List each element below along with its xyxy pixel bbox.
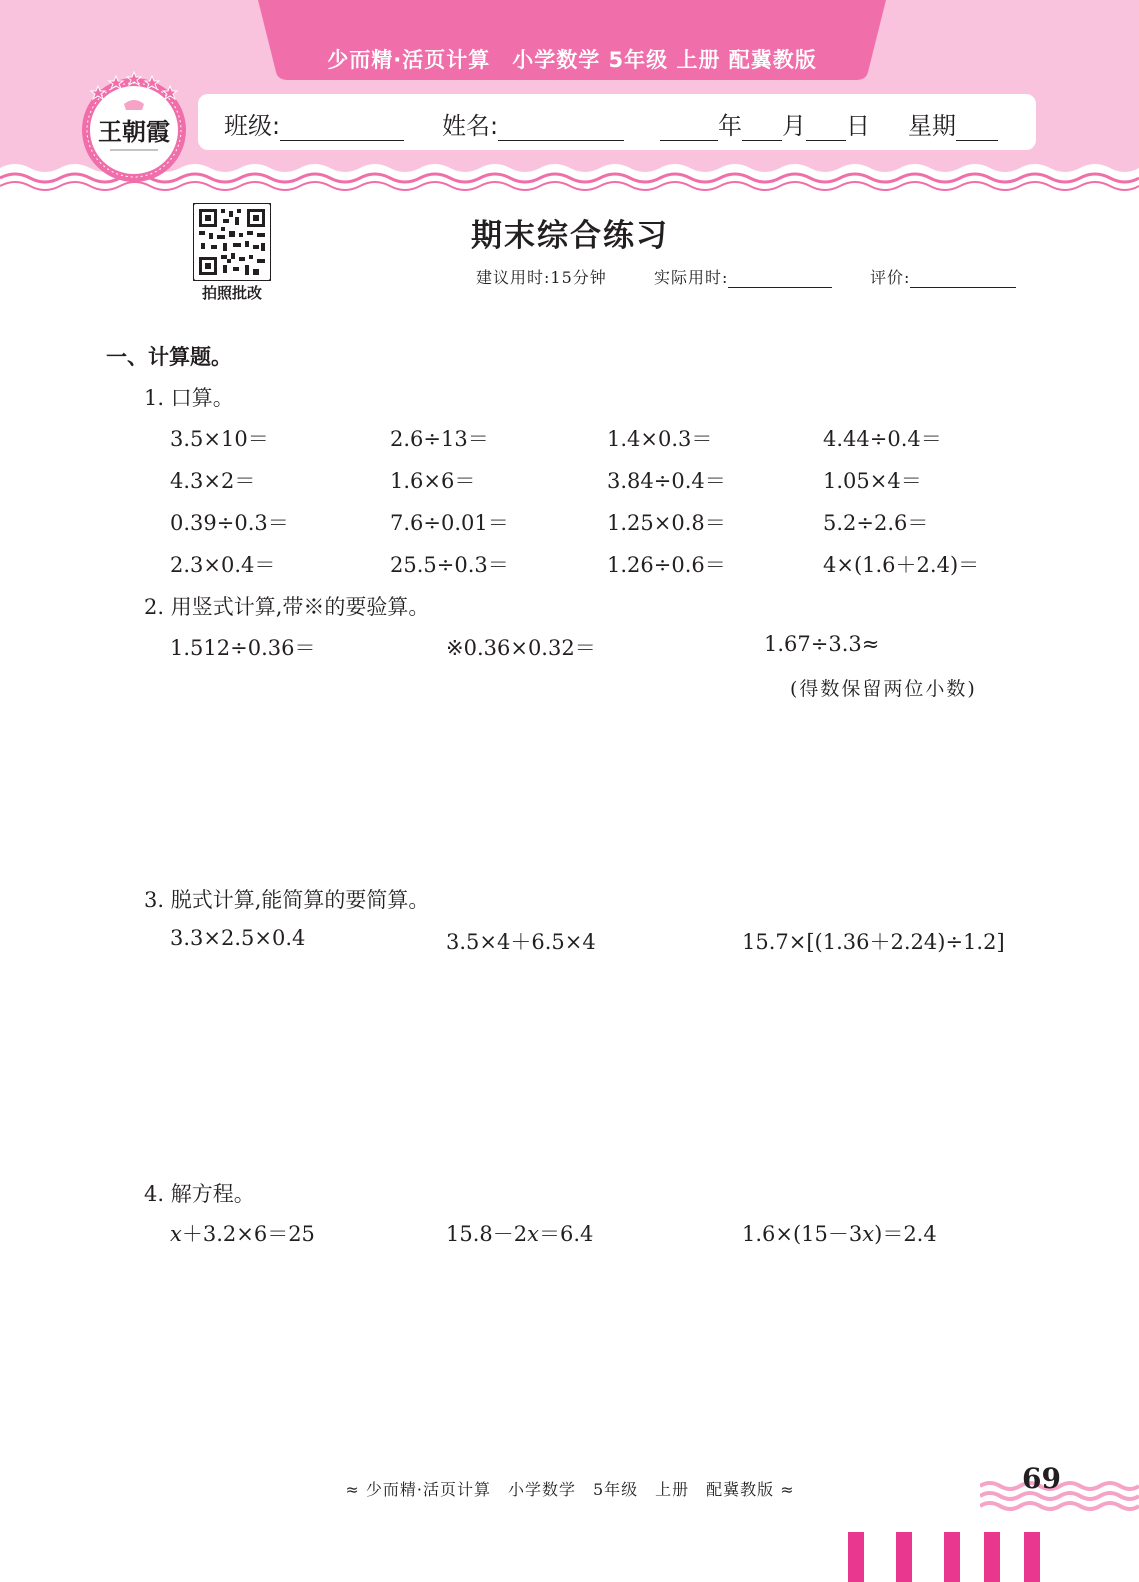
mental-math-item: 1.25×0.8＝ <box>607 511 726 535</box>
page-number: 69 <box>1022 1462 1061 1495</box>
mental-math-item: 0.39÷0.3＝ <box>170 511 289 535</box>
q1-label: 1. 口算。 <box>144 386 234 410</box>
q3-label: 3. 脱式计算,能简算的要简算。 <box>144 888 430 912</box>
q2-label: 2. 用竖式计算,带※的要验算。 <box>144 595 430 619</box>
logo-text: 王朝霞 <box>98 117 170 146</box>
mental-math-item: 5.2÷2.6＝ <box>823 511 929 535</box>
brand-logo <box>76 68 192 184</box>
q3-answer-area[interactable] <box>140 965 1040 1175</box>
q4-item <box>742 1218 937 1248</box>
q4-expr: 1.6×(15－3 <box>742 1222 863 1246</box>
month-label: 月 <box>782 112 806 140</box>
mental-math-item: 3.84÷0.4＝ <box>607 469 726 493</box>
mental-math-item: 7.6÷0.01＝ <box>390 511 509 535</box>
qr-caption: 拍照批改 <box>201 284 262 302</box>
class-label: 班级: <box>224 112 281 140</box>
evaluation-field[interactable] <box>870 265 1016 288</box>
mental-math-item: 2.6÷13＝ <box>390 427 489 451</box>
class-field[interactable] <box>224 106 404 141</box>
q2-note: (得数保留两位小数) <box>790 678 977 700</box>
pink-bar <box>944 1532 960 1582</box>
q3-item: 15.7×[(1.36＋2.24)÷1.2] <box>742 930 1005 954</box>
mental-math-item: 4.44÷0.4＝ <box>823 427 942 451</box>
day-label: 日 <box>846 112 870 140</box>
q4-item <box>170 1218 315 1248</box>
qr-code-icon[interactable] <box>193 203 271 281</box>
q4-label: 4. 解方程。 <box>144 1182 255 1206</box>
pink-bar <box>848 1532 864 1582</box>
q4-answer-area[interactable] <box>140 1258 1040 1448</box>
weekday-field[interactable] <box>908 106 998 141</box>
mental-math-item: 1.05×4＝ <box>823 469 922 493</box>
mental-math-item: 1.4×0.3＝ <box>607 427 713 451</box>
q2-item: 1.512÷0.36＝ <box>170 636 316 660</box>
mental-math-item: 3.5×10＝ <box>170 427 269 451</box>
weekday-label: 星期 <box>908 112 956 140</box>
var-x: x <box>170 1222 182 1246</box>
mental-math-item: 4.3×2＝ <box>170 469 256 493</box>
q4-expr: 15.8－2 <box>446 1222 528 1246</box>
q4-expr: ＝6.4 <box>538 1222 594 1246</box>
mental-math-item: 1.6×6＝ <box>390 469 476 493</box>
q2-answer-area[interactable] <box>140 710 1040 880</box>
q4-item <box>446 1218 593 1248</box>
q3-item: 3.5×4＋6.5×4 <box>446 930 596 954</box>
q2-item: ※0.36×0.32＝ <box>446 636 596 660</box>
actual-time-label: 实际用时: <box>654 268 729 287</box>
q2-item: 1.67÷3.3≈ <box>764 632 880 656</box>
footer-series: ≈ 少而精·活页计算 小学数学 5年级 上册 配冀教版 ≈ <box>345 1480 795 1499</box>
var-x: x <box>527 1222 539 1246</box>
actual-time-field[interactable] <box>654 265 832 288</box>
date-field[interactable] <box>660 106 870 141</box>
pink-bar <box>896 1532 912 1582</box>
section-heading: 一、计算题。 <box>106 345 232 369</box>
mental-math-item: 4×(1.6＋2.4)＝ <box>823 553 980 577</box>
pink-bar <box>1024 1532 1040 1582</box>
series-title: 少而精·活页计算 小学数学 5年级 上册 配冀教版 <box>327 48 817 72</box>
suggested-time: 建议用时:15分钟 <box>476 268 607 287</box>
year-label: 年 <box>718 112 742 140</box>
var-x: x <box>862 1222 875 1246</box>
mental-math-item: 1.26÷0.6＝ <box>607 553 726 577</box>
mental-math-item: 25.5÷0.3＝ <box>390 553 509 577</box>
pink-bar <box>984 1532 1000 1582</box>
evaluation-label: 评价: <box>870 268 911 287</box>
name-field[interactable] <box>442 106 624 141</box>
q3-item: 3.3×2.5×0.4 <box>170 926 306 950</box>
name-label: 姓名: <box>442 112 499 140</box>
mental-math-item: 2.3×0.4＝ <box>170 553 276 577</box>
page-title: 期末综合练习 <box>471 218 669 254</box>
q4-expr: ＋3.2×6＝25 <box>181 1222 315 1246</box>
q4-expr: )＝2.4 <box>874 1222 937 1246</box>
